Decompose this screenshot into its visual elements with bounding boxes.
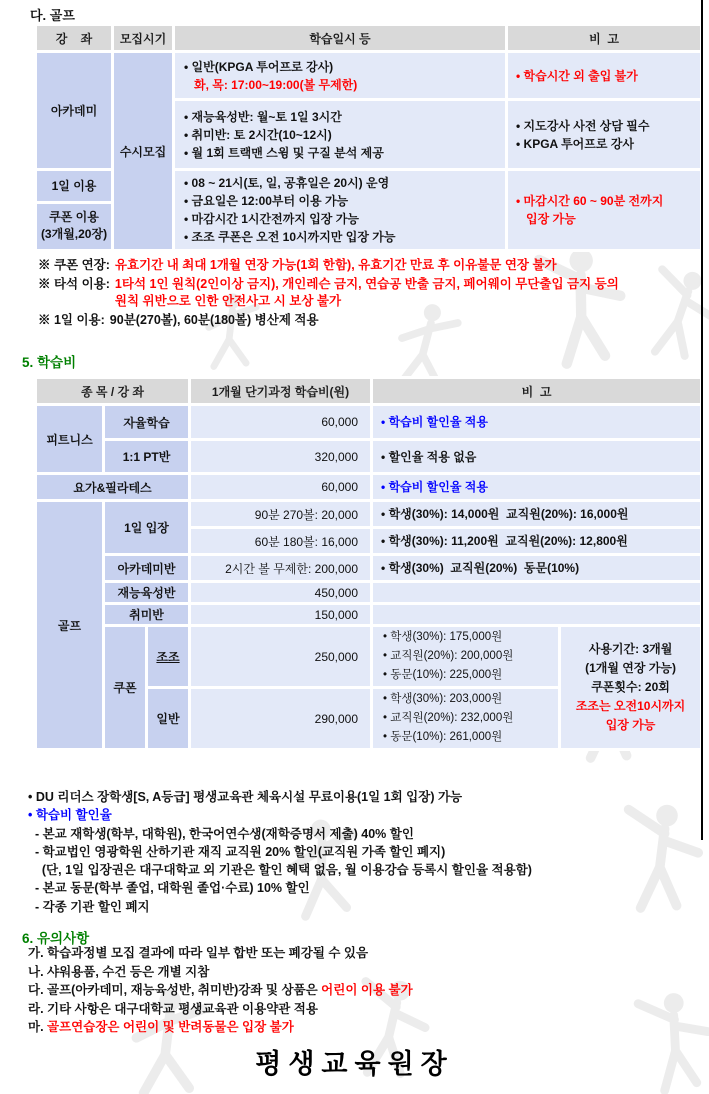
- coupon-label-cell: 쿠폰: [104, 626, 147, 750]
- header-remarks: 비 고: [507, 25, 702, 52]
- talent-class-label-cell: 재능육성반: [104, 582, 190, 604]
- hobby-class-fee-cell: 150,000: [190, 604, 372, 626]
- header-recruit-period: 모집시기: [113, 25, 174, 52]
- coupon-use-label-cell: 쿠폰 이용 (3개월,20장): [36, 202, 113, 250]
- early-coupon-discount-cell: • 학생(30%): 175,000원 • 교직원(20%): 200,000원 • 동문(10%): 225,000원: [372, 626, 560, 688]
- header-schedule: 학습일시 등: [174, 25, 507, 52]
- golf-label-cell: 골프: [36, 501, 104, 750]
- fitness-label-cell: 피트니스: [36, 405, 104, 474]
- note-label: ※ 타석 이용:: [38, 276, 110, 291]
- academy-label-cell: 아카데미: [36, 52, 113, 170]
- academy-class-fee-cell: 2시간 볼 무제한: 200,000: [190, 555, 372, 582]
- footer-signature: 평생교육원장: [255, 1049, 454, 1079]
- note-day-use: [38, 312, 700, 330]
- table-row: [36, 474, 702, 501]
- note-label: ※ 1일 이용:: [38, 312, 105, 327]
- hobby-class-label-cell: 취미반: [104, 604, 190, 626]
- fee-notes: • DU 리더스 장학생[S, A등급] 평생교육관 체육시설 무료이용(1일 1회 입장) 가능 • 학습비 할인율 - 본교 재학생(학부, 대학원), 한국어연수생(재학증명서 제출) 40% 할인 - 학교법인 영광학원 산하기관 재직 교직원 20% 할인(교직원 가족 할인 폐지) (단, 1일 입장권은 대구대학교 외 기관은 할인 혜택 없음, 월 이용강습 등록시 할인율 적용함) - 본교 동문(학부 졸업, 대학원 졸업·수료) 10% 할인 - 각종 기관 할인 폐지: [28, 790, 532, 914]
- yoga-remark-cell: • 학습비 할인율 적용: [372, 474, 702, 501]
- table-row: [36, 405, 702, 440]
- pt-label-cell: 1:1 PT반: [104, 440, 190, 474]
- yoga-fee-cell: 60,000: [190, 474, 372, 501]
- table-row: [36, 604, 702, 626]
- note-content: 유효기간 내 최대 1개월 연장 가능(1회 한함), 유효기간 만료 후 이유불문 연장 불가: [114, 258, 557, 272]
- academy-class-label-cell: 아카데미반: [104, 555, 190, 582]
- self-study-fee-cell: 60,000: [190, 405, 372, 440]
- table-row: [36, 555, 702, 582]
- note-tee-use: [38, 276, 700, 311]
- section-5-title: 5. 학습비: [22, 355, 77, 370]
- academy-general-remark-cell: • 학습시간 외 출입 불가: [507, 52, 702, 100]
- academy-class-remark-cell: • 학생(30%) 교직원(20%) 동문(10%): [372, 555, 702, 582]
- yoga-label-cell: 요가&필라테스: [36, 474, 190, 501]
- header-fee: 1개월 단기과정 학습비(원): [190, 378, 372, 405]
- day-entry-label-cell: 1일 입장: [104, 501, 190, 555]
- coupon-info-cell: 사용기간: 3개월 (1개월 연장 가능) 쿠폰횟수: 20회 조조는 오전10시까지 입장 가능: [560, 626, 702, 750]
- fee-60min-cell: 60분 180볼: 16,000: [190, 528, 372, 555]
- table-row: [36, 626, 702, 688]
- header-course: 강 좌: [36, 25, 113, 52]
- academy-general-schedule-cell: • 일반(KPGA 투어프로 강사) 화, 목: 17:00~19:00(볼 무제한): [174, 52, 507, 100]
- recruit-label-cell: 수시모집: [113, 52, 174, 251]
- day-use-label-cell: 1일 이용: [36, 170, 113, 203]
- remark-60min-cell: • 학생(30%): 11,200원 교직원(20%): 12,800원: [372, 528, 702, 555]
- page-edge-line: [701, 0, 703, 840]
- fee-90min-cell: 90분 270볼: 20,000: [190, 501, 372, 528]
- note-content: 1타석 1인 원칙(2인이상 금지), 개인레슨 금지, 연습공 반출 금지, 페어웨이 무단출입 금지 등의 원칙 위반으로 인한 안전사고 시 보상 불가: [114, 276, 619, 308]
- self-study-label-cell: 자율학습: [104, 405, 190, 440]
- table-header-row: [36, 378, 702, 405]
- table-row: [36, 501, 702, 528]
- general-coupon-discount-cell: • 학생(30%): 203,000원 • 교직원(20%): 232,000원 • 동문(10%): 261,000원: [372, 688, 560, 750]
- use-schedule-cell: • 08 ~ 21시(토, 일, 공휴일은 20시) 운영 • 금요일은 12:00부터 이용 가능 • 마감시간 1시간전까지 입장 가능 • 조조 쿠폰은 오전 10시까지만 입장 가능: [174, 170, 507, 251]
- note-content: 90분(270볼), 60분(180볼) 병산제 적용: [109, 312, 319, 327]
- table-row: [36, 582, 702, 604]
- table-row: [36, 52, 702, 100]
- empty-remark-cell: [372, 582, 702, 604]
- table-header-row: [36, 25, 702, 52]
- header-item-course: 종 목 / 강 좌: [36, 378, 190, 405]
- early-coupon-fee-cell: 250,000: [190, 626, 372, 688]
- header-remarks: 비 고: [372, 378, 702, 405]
- remark-90min-cell: • 학생(30%): 14,000원 교직원(20%): 16,000원: [372, 501, 702, 528]
- pt-remark-cell: • 할인율 적용 없음: [372, 440, 702, 474]
- note-label: ※ 쿠폰 연장:: [38, 258, 110, 272]
- notice-items: 가. 학습과정별 모집 결과에 따라 일부 합반 또는 폐강될 수 있음 나. 샤워용품, 수건 등은 개별 지참 다. 골프(아카데미, 재능육성반, 취미반)강좌 및 상품은 어린이 이용 불가 라. 기타 사항은 대구대학교 평생교육관 이용약관 적용 마. 골프연습장은 어린이 및 반려동물은 입장 불가: [28, 946, 413, 1034]
- general-coupon-label-cell: 일반: [147, 688, 190, 750]
- golf-table-notes: [38, 257, 700, 330]
- pt-fee-cell: 320,000: [190, 440, 372, 474]
- fee-table: [34, 376, 703, 751]
- general-coupon-fee-cell: 290,000: [190, 688, 372, 750]
- table-row: [36, 440, 702, 474]
- section-6-title: 6. 유의사항: [22, 931, 90, 946]
- talent-class-fee-cell: 450,000: [190, 582, 372, 604]
- academy-class-remark-cell: • 지도강사 사전 상담 필수 • KPGA 투어프로 강사: [507, 100, 702, 170]
- section-c-title: 다. 골프: [30, 8, 75, 23]
- golf-schedule-table: [34, 23, 703, 252]
- empty-remark-cell: [372, 604, 702, 626]
- early-coupon-label-cell: 조조: [147, 626, 190, 688]
- academy-class-schedule-cell: • 재능육성반: 월~토 1일 3시간 • 취미반: 토 2시간(10~12시) • 월 1회 트랙맨 스윙 및 구질 분석 제공: [174, 100, 507, 170]
- use-remark-cell: • 마감시간 60 ~ 90분 전까지 입장 가능: [507, 170, 702, 251]
- note-coupon-extension: [38, 257, 700, 275]
- self-study-remark-cell: • 학습비 할인율 적용: [372, 405, 702, 440]
